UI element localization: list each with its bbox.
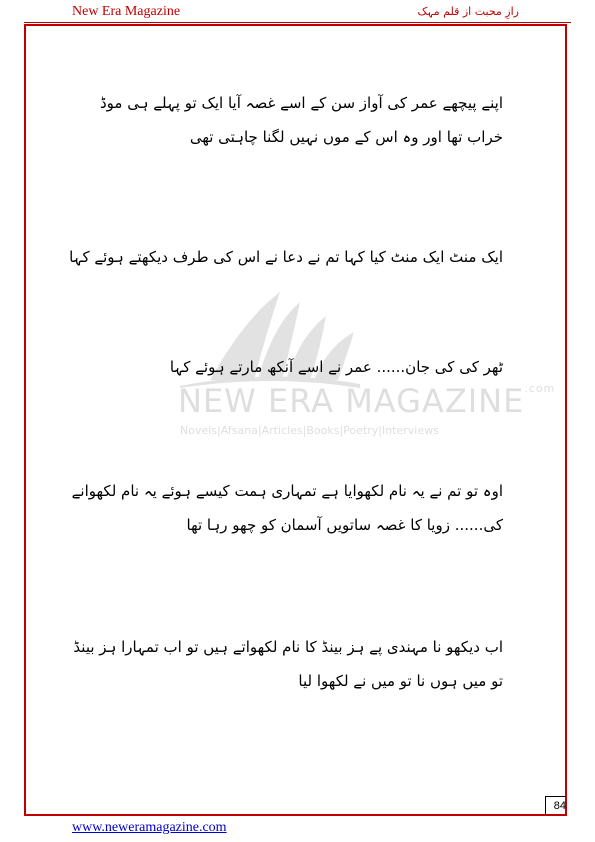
- paragraph: اپنے پیچھے عمر کی آواز سن کے اسے غصہ آیا ایک تو پہلے ہی موڈ خراب تھا اور وہ اس کے موں نہیں لگنا چاہتی تھی: [99, 94, 503, 146]
- page-number-box: [545, 796, 566, 815]
- header-divider: [24, 22, 571, 23]
- paragraph: اب دیکھو نا مہندی پے ہز بینڈ کا نام لکھواتے ہیں تو اب تمہارا ہز بینڈ تو میں ہوں نا تو میں نے لکھوا لیا: [73, 638, 503, 690]
- watermark-title: NEW ERA $MAGAZINE^{.com}$: [178, 382, 556, 420]
- magazine-name: New Era Magazine: [72, 4, 181, 19]
- website-link[interactable]: www.neweramagazine.com: [72, 820, 227, 835]
- paragraph: ٹھر کی کی جان...... عمر نے اسے آنکھ مارتے ہوئے کہا: [169, 358, 503, 376]
- paragraph: اوہ تو تم نے یہ نام لکھوایا ہے تمہاری ہمت کیسے ہوئے یہ نام لکھوانے کی...... زویا کا غصہ ساتویں آسمان کو چھو رہا تھا: [71, 482, 503, 534]
- page-number: 84: [553, 800, 566, 812]
- paragraph: ایک منٹ ایک منٹ کیا کہا تم نے دعا نے اس کی طرف دیکھتے ہوئے کہا: [69, 248, 503, 266]
- watermark-subtitle: Novels|Afsana|Articles|Books|Poetry|Interviews: [180, 424, 439, 437]
- novel-title: رازِ محبت از قلم مہک: [417, 5, 519, 18]
